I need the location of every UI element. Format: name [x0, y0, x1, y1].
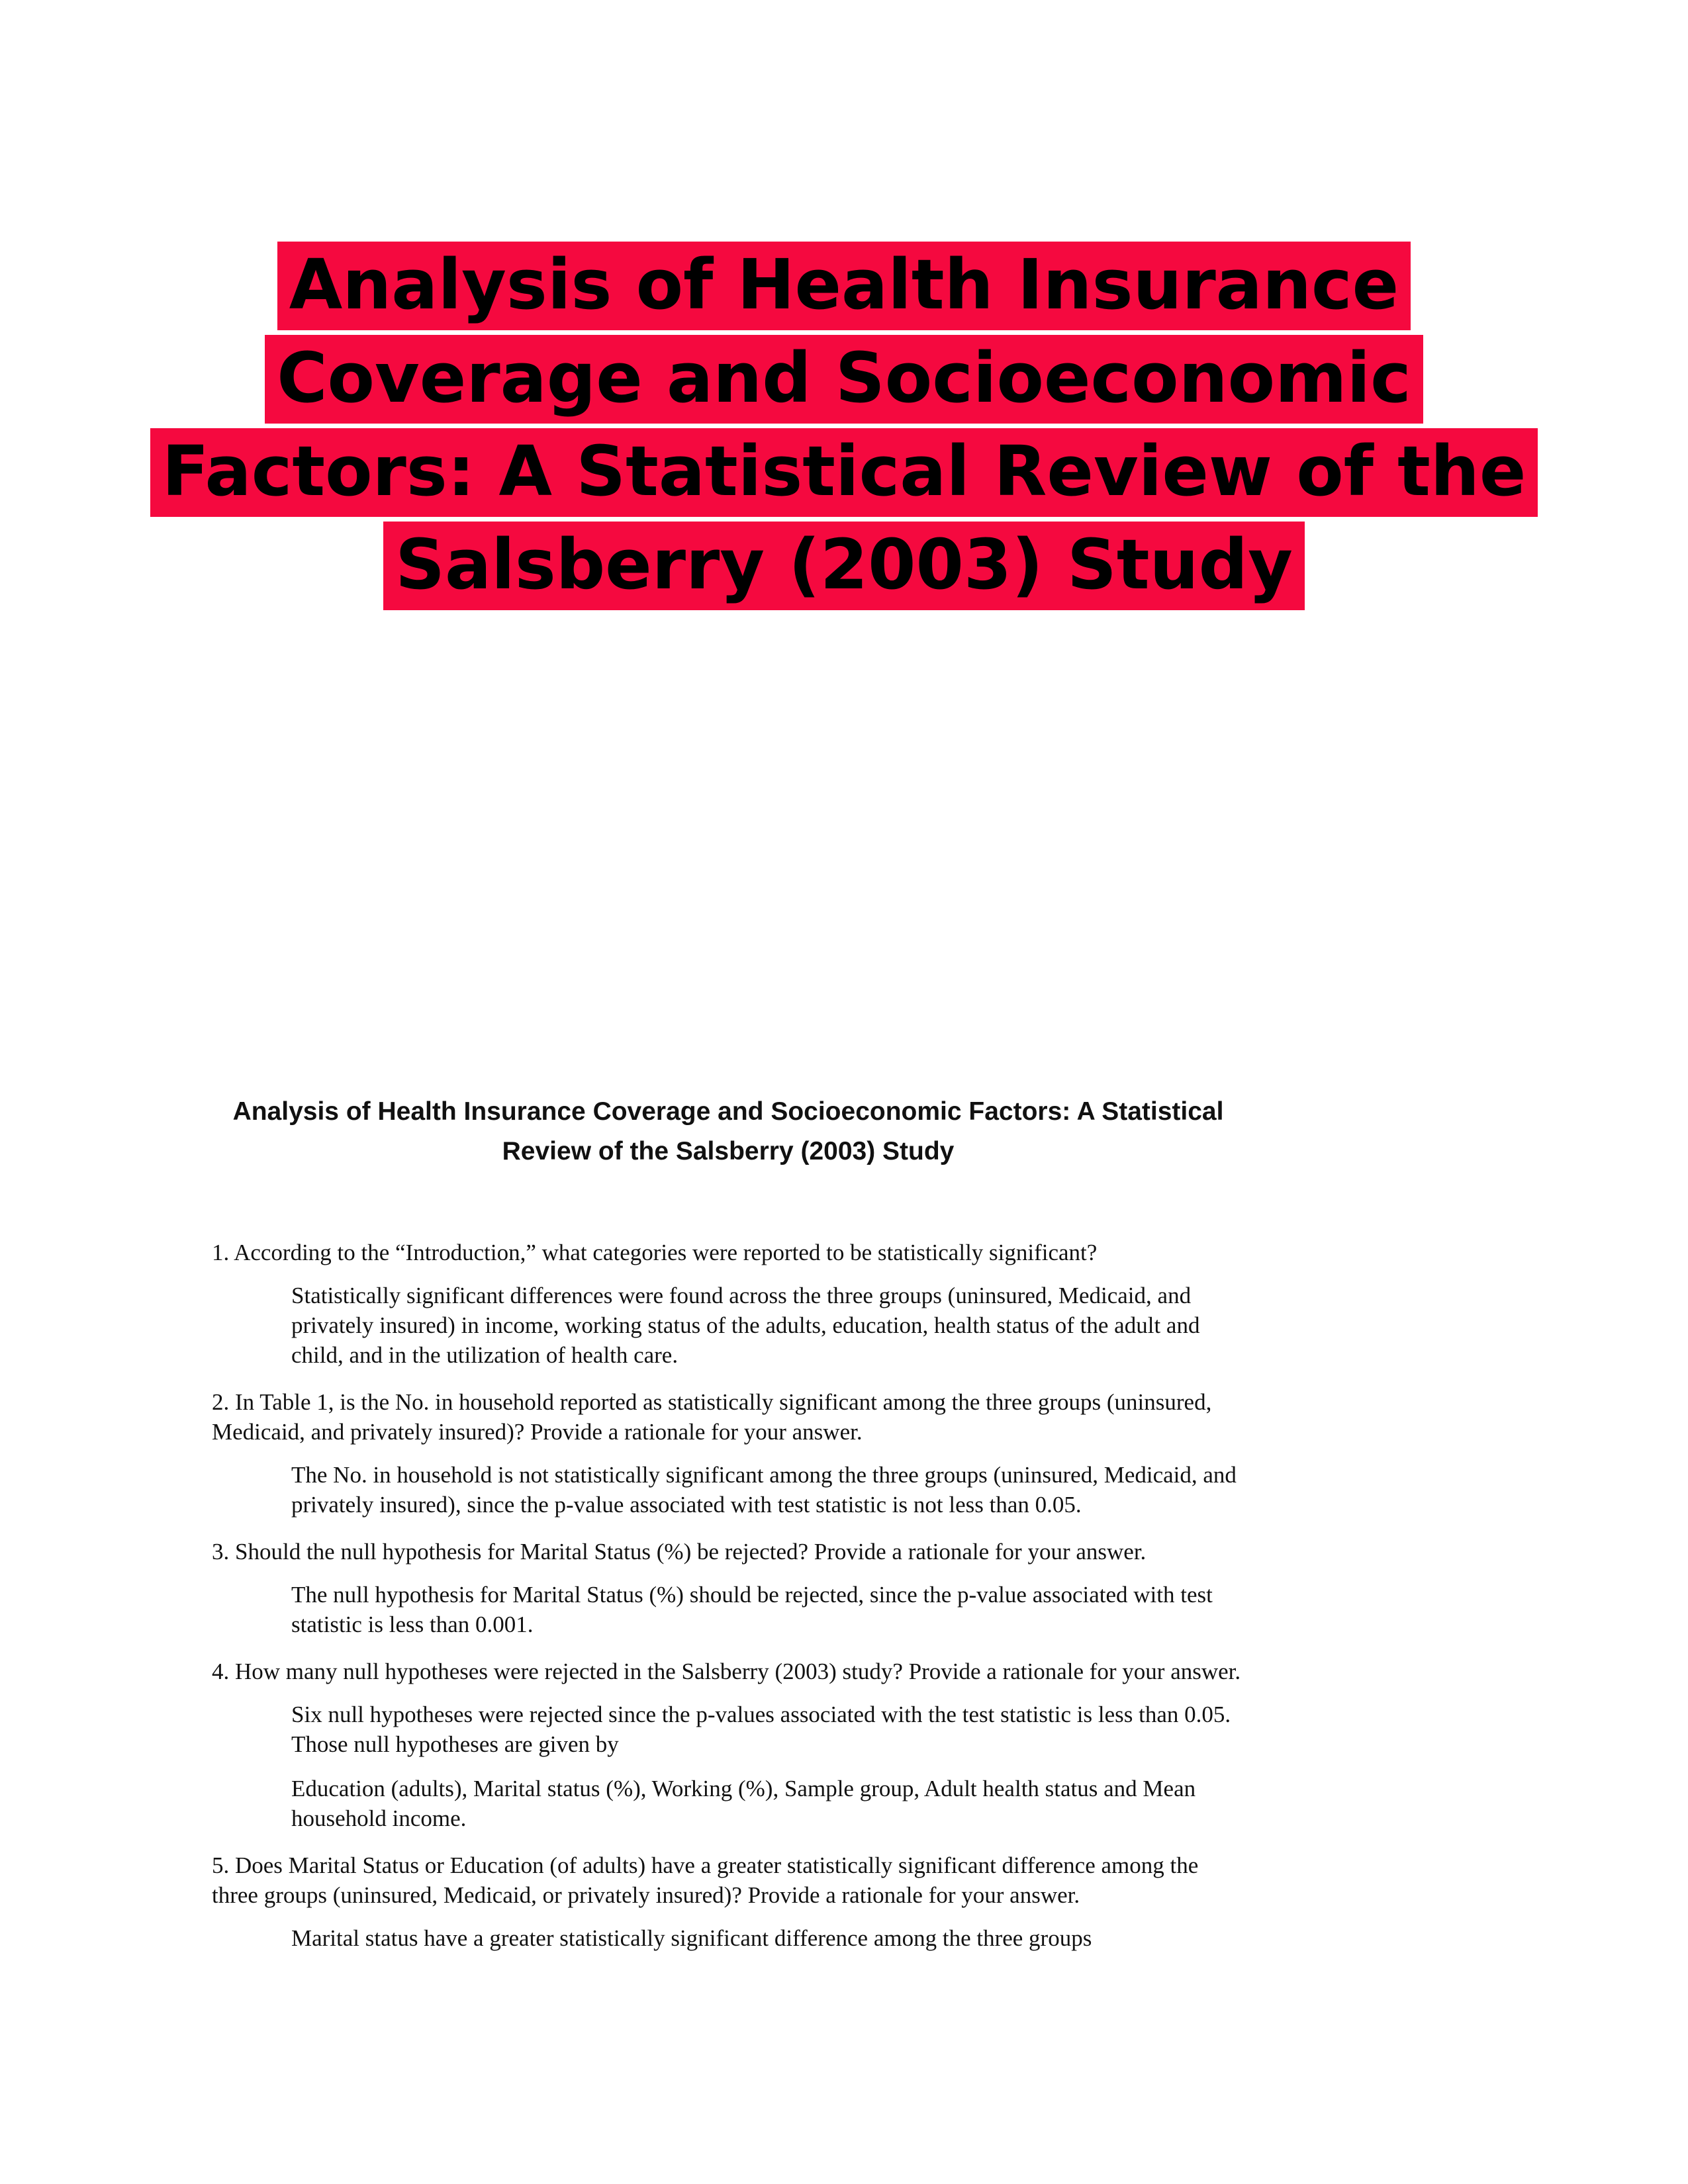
qa-item-3	[212, 1537, 1244, 1639]
qa-item-1	[212, 1238, 1244, 1370]
question: 2. In Table 1, is the No. in household reported as statistically significant among the three groups (uninsured, Medicaid, and privately insured)? Provide a rationale for your answer.	[212, 1389, 1212, 1445]
banner-line: Salsberry (2003) Study	[0, 518, 1688, 612]
question: 3. Should the null hypothesis for Marital Status (%) be rejected? Provide a rationale for your answer.	[212, 1539, 1147, 1565]
banner-line: Analysis of Health Insurance	[0, 238, 1688, 332]
qa-item-2	[212, 1387, 1244, 1520]
qa-item-5	[212, 1850, 1244, 1953]
answer: Statistically significant differences were found across the three groups (uninsured, Medicaid, and privately insured) in income, working status of the adults, education, health status of the adult and child, and in the utilization of health care.	[291, 1283, 1200, 1368]
answer: The null hypothesis for Marital Status (%) should be rejected, since the p-value associated with test statistic is less than 0.001.	[291, 1582, 1213, 1637]
document-title: Analysis of Health Insurance Coverage and Socioeconomic Factors: A Statistical Review of the Salsberry (2003) Study	[232, 1097, 1224, 1165]
qa-list	[212, 1238, 1244, 1953]
question: 4. How many null hypotheses were rejected in the Salsberry (2003) study? Provide a rationale for your answer.	[212, 1659, 1241, 1684]
answer: Marital status have a greater statistically significant difference among the three groups	[291, 1925, 1092, 1951]
banner-line: Coverage and Socioeconomic	[0, 332, 1688, 425]
answer: The No. in household is not statistically significant among the three groups (uninsured, Medicaid, and privately insured), since the p-value associated with test statistic is not less than 0.05.	[291, 1462, 1237, 1518]
banner-title	[0, 238, 1688, 612]
answer: Six null hypotheses were rejected since the p-values associated with the test statistic is less than 0.05. Those null hypotheses are given by	[291, 1702, 1231, 1757]
document-page	[212, 1092, 1244, 1970]
question: 5. Does Marital Status or Education (of adults) have a greater statistically significant difference among the three groups (uninsured, Medicaid, or privately insured)? Provide a rationale for your answer.	[212, 1852, 1199, 1908]
question: 1. According to the “Introduction,” what categories were reported to be statistically significant?	[212, 1240, 1098, 1265]
banner-line: Factors: A Statistical Review of the	[0, 425, 1688, 518]
answer-continuation: Education (adults), Marital status (%), Working (%), Sample group, Adult health status and Mean household income.	[291, 1776, 1196, 1831]
qa-item-4	[212, 1657, 1244, 1833]
